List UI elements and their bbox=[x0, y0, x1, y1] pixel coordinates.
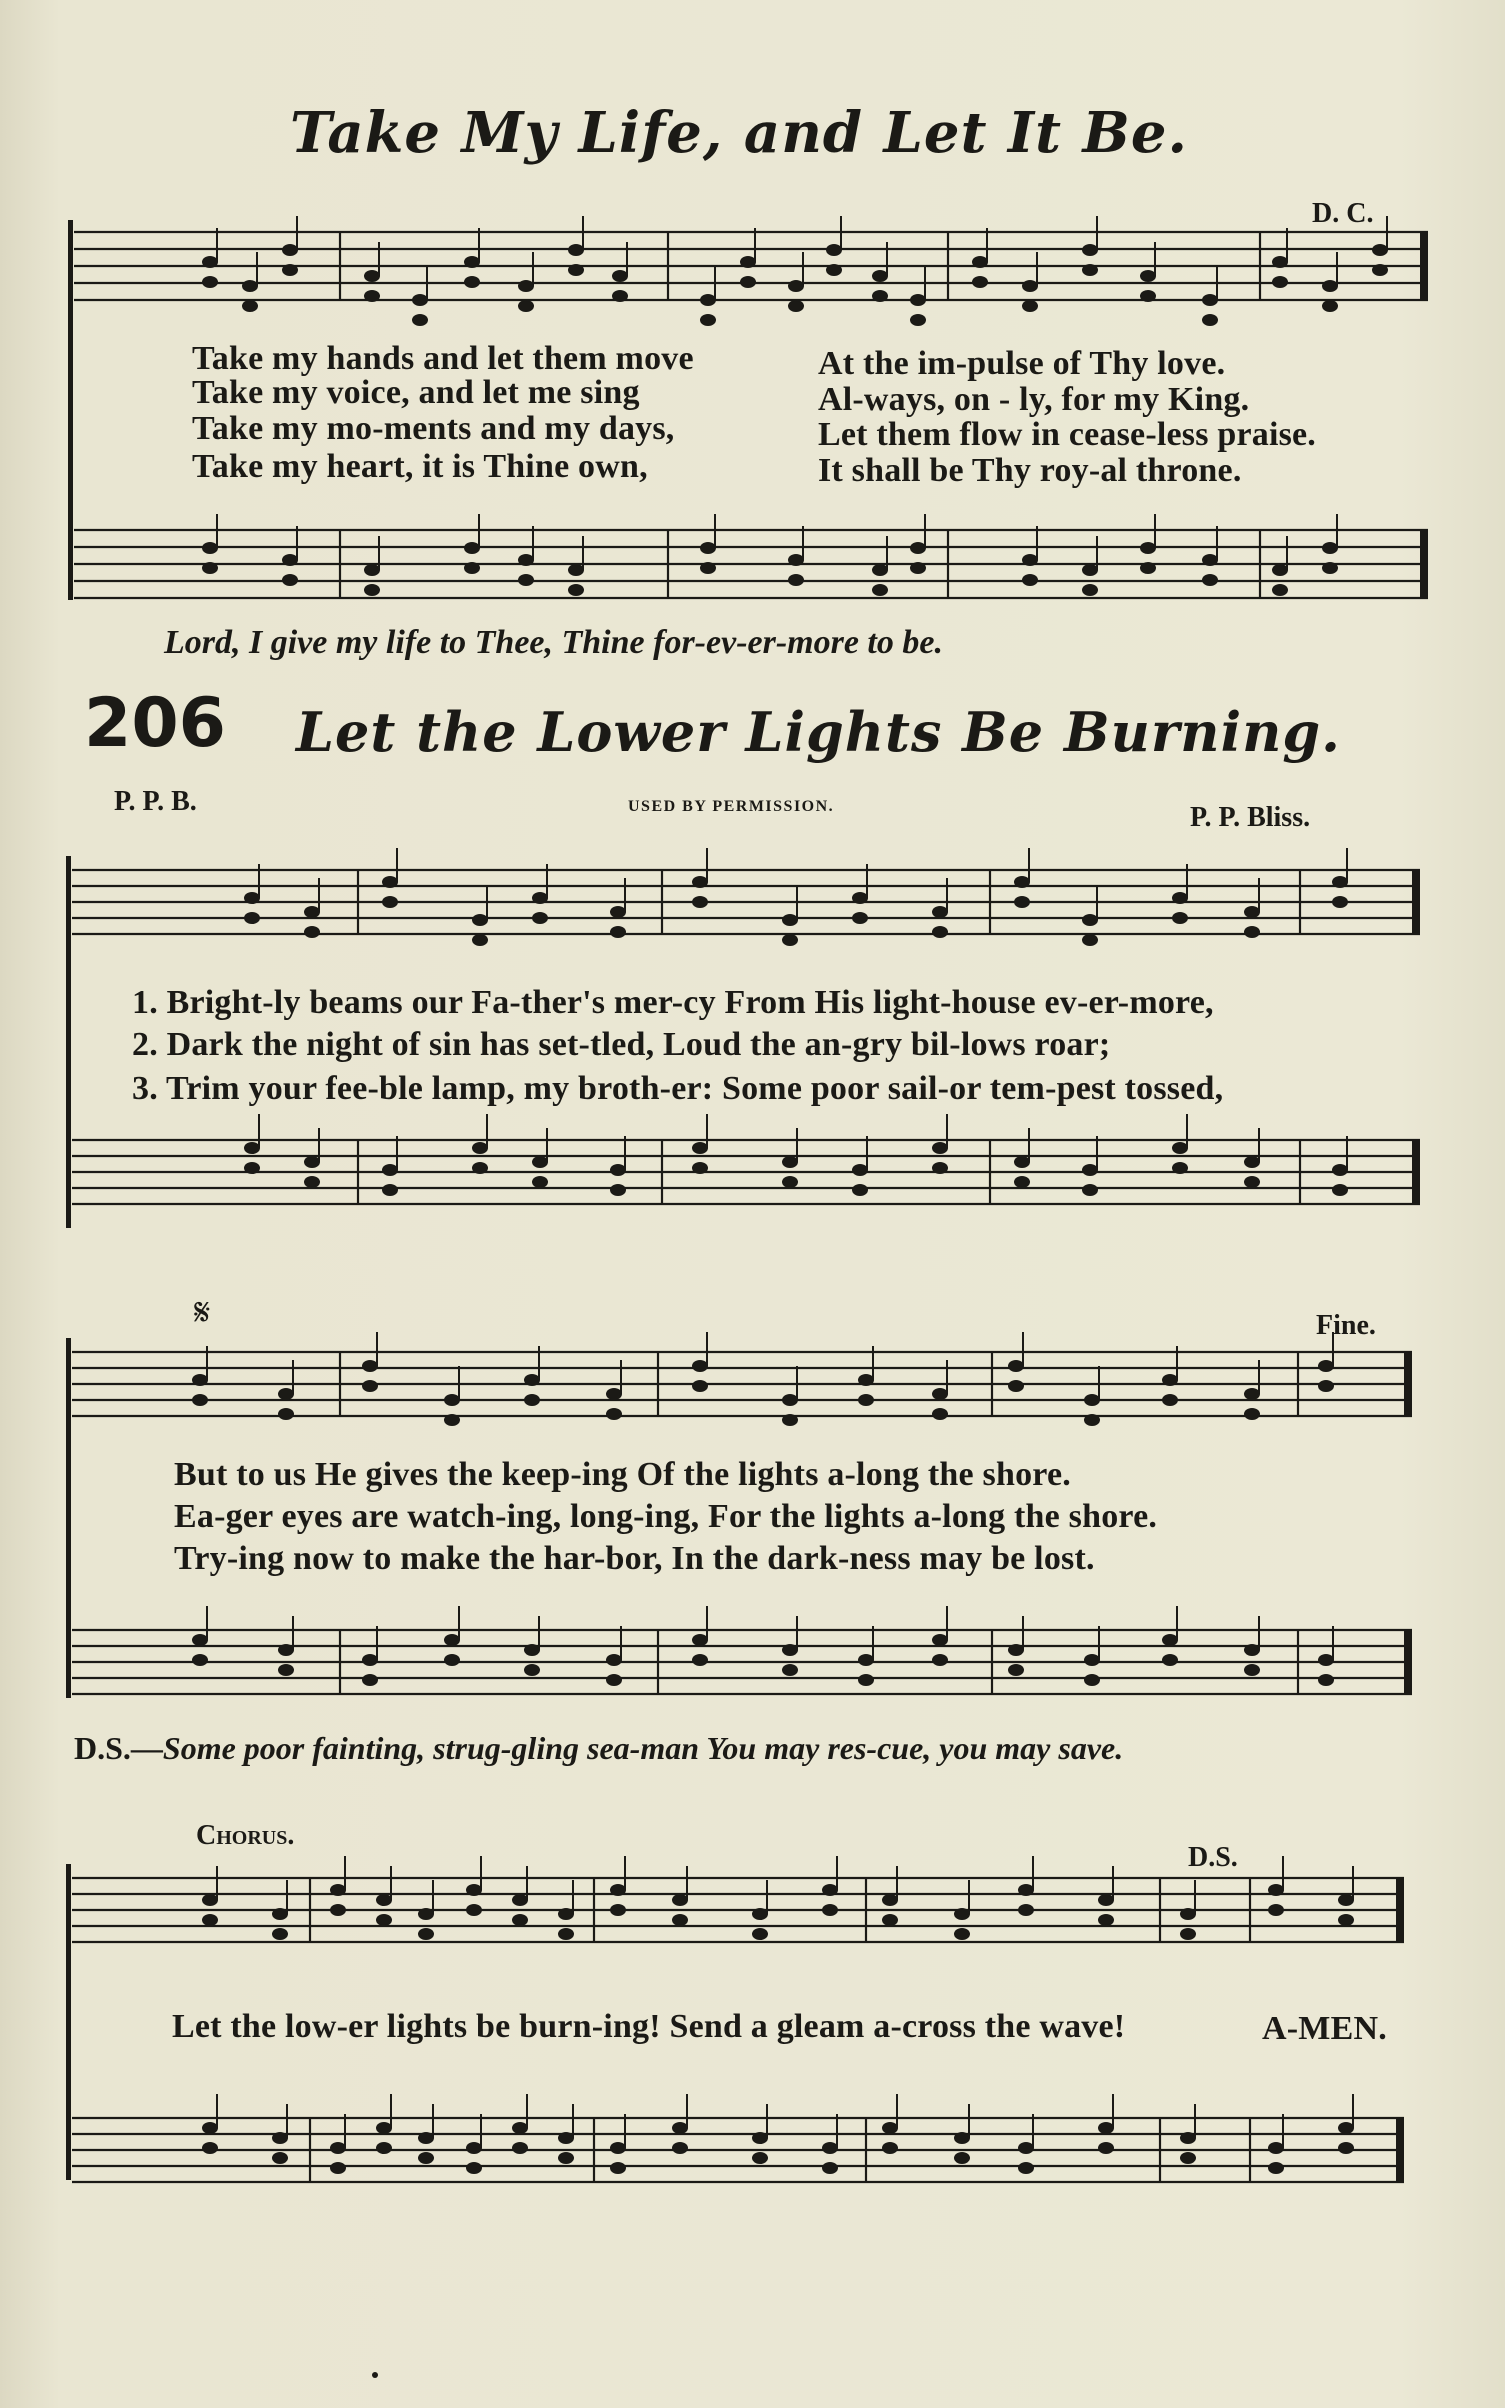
hymn-205-verse-3-b: Let them flow in cease-less praise. bbox=[818, 416, 1317, 453]
amen: A-MEN. bbox=[1262, 2010, 1387, 2047]
staff-lines-206-2t bbox=[72, 1352, 1412, 1416]
hymn-206-title: Let the Lower Lights Be Burning. bbox=[296, 700, 1341, 764]
hymn-205-verse-2-b: Al-ways, on - ly, for my King. bbox=[818, 381, 1250, 418]
chorus-label: Chorus. bbox=[196, 1820, 295, 1851]
hymn-206-s1-verse-3: 3. Trim your fee-ble lamp, my broth-er: Some poor sail-or tem-pest tossed, bbox=[132, 1070, 1224, 1107]
hymn-206-s2-verse-3: Try-ing now to make the har-bor, In the dark-ness may be lost. bbox=[174, 1540, 1095, 1577]
hymn-206-s2-verse-2: Ea-ger eyes are watch-ing, long-ing, For the lights a-long the shore. bbox=[174, 1498, 1158, 1535]
hymn-205-verse-1-a: Take my hands and let them move bbox=[192, 340, 694, 377]
chorus-line: Let the low-er lights be burn-ing! Send a gleam a-cross the wave! bbox=[172, 2008, 1126, 2045]
composer: P. P. Bliss. bbox=[1190, 802, 1311, 833]
fine-marking: Fine. bbox=[1316, 1310, 1376, 1341]
staff-lines-206-3t bbox=[72, 1878, 1404, 1942]
hymn-205-title: Take My Life, and Let It Be. bbox=[290, 100, 1188, 166]
ds-line bbox=[74, 1730, 1123, 1767]
ds-text: Some poor fainting, strug-gling sea-man You may res-cue, you may save. bbox=[162, 1730, 1124, 1766]
chorus-ds: D.S. bbox=[1188, 1842, 1238, 1873]
hymn-205-verse-1-b: At the im-pulse of Thy love. bbox=[818, 345, 1226, 382]
staff-lines-206-3b bbox=[72, 2118, 1404, 2182]
page-speck bbox=[372, 2372, 378, 2378]
hymn-205-verse-4-b: It shall be Thy roy-al throne. bbox=[818, 452, 1242, 489]
author-initials: P. P. B. bbox=[114, 786, 197, 817]
hymn-206-s1-verse-2: 2. Dark the night of sin has set-tled, Loud the an-gry bil-lows roar; bbox=[132, 1026, 1111, 1063]
segno-sign: 𝄋 bbox=[194, 1290, 211, 1334]
staff-lines-205-bass bbox=[74, 530, 1428, 598]
ds-label: D.S.— bbox=[74, 1730, 163, 1766]
staff-lines-206-1t bbox=[72, 870, 1420, 934]
note-heads bbox=[66, 216, 1428, 2182]
hymn-205-verse-3-a: Take my mo-ments and my days, bbox=[192, 410, 675, 447]
hymn-205-dc-line: Lord, I give my life to Thee, Thine for-ev-er-more to be. bbox=[164, 624, 943, 661]
hymn-number: 206 bbox=[84, 684, 226, 763]
staff-lines-206-1b bbox=[72, 1140, 1420, 1204]
hymn-205-verse-2-a: Take my voice, and let me sing bbox=[192, 374, 640, 411]
staff-lines-206-2b bbox=[72, 1630, 1412, 1694]
hymn-206-s2-verse-1: But to us He gives the keep-ing Of the lights a-long the shore. bbox=[174, 1456, 1071, 1493]
hymn-205-verse-4-a: Take my heart, it is Thine own, bbox=[192, 448, 648, 485]
permission-note: USED BY PERMISSION. bbox=[628, 798, 835, 815]
hymn-206-s1-verse-1: 1. Bright-ly beams our Fa-ther's mer-cy From His light-house ev-er-more, bbox=[132, 984, 1214, 1021]
dc-marking: D. C. bbox=[1312, 198, 1374, 229]
